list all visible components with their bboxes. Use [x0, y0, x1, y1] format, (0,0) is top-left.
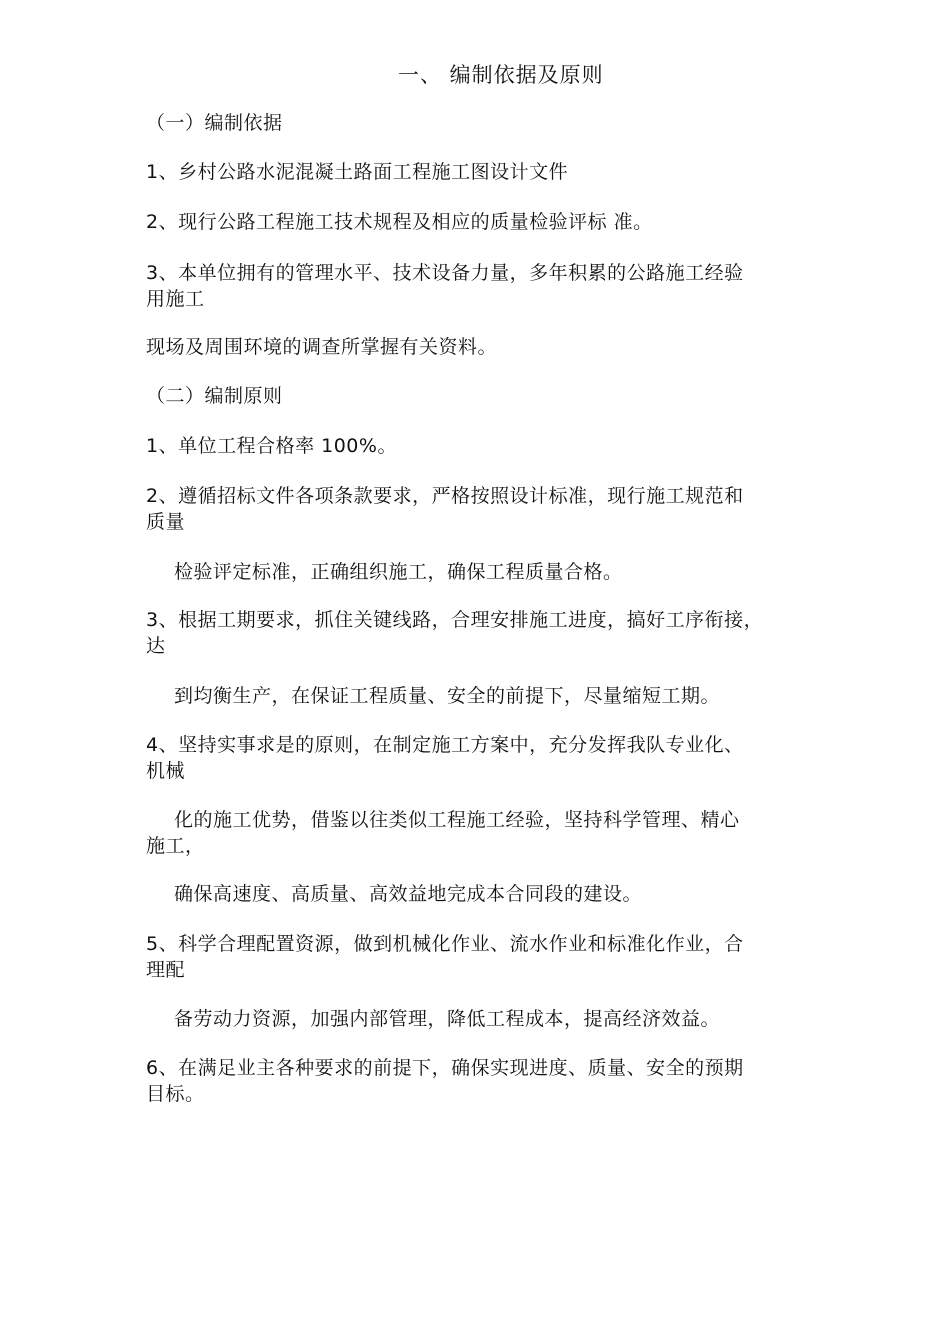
principle-item-5-wrap: 理配: [146, 959, 186, 981]
section-heading-basis: （一）编制依据: [146, 112, 283, 134]
principle-item-2: 2、遵循招标文件各项条款要求，严格按照设计标准，现行施工规范和: [146, 485, 744, 507]
principle-item-6-wrap: 目标。: [146, 1083, 205, 1105]
principle-item-2-wrap: 质量: [146, 511, 186, 533]
principle-item-5-continued: 备劳动力资源，加强内部管理，降低工程成本，提高经济效益。: [174, 1008, 721, 1030]
principle-item-4-continued-2: 确保高速度、高质量、高效益地完成本合同段的建设。: [174, 883, 643, 905]
principle-item-1: 1、单位工程合格率 100%。: [146, 435, 397, 457]
principle-item-2-continued: 检验评定标准，正确组织施工，确保工程质量合格。: [174, 561, 623, 583]
principle-item-3: 3、根据工期要求，抓住关键线路，合理安排施工进度，搞好工序衔接，: [146, 609, 764, 631]
principle-item-5: 5、科学合理配置资源，做到机械化作业、流水作业和标准化作业，合: [146, 933, 744, 955]
principle-item-4: 4、坚持实事求是的原则，在制定施工方案中，充分发挥我队专业化、: [146, 734, 744, 756]
principle-item-4-continued-wrap: 施工，: [146, 835, 205, 857]
principle-item-3-continued: 到均衡生产，在保证工程质量、安全的前提下，尽量缩短工期。: [174, 685, 721, 707]
principle-item-4-continued: 化的施工优势，借鉴以往类似工程施工经验，坚持科学管理、精心: [174, 809, 740, 831]
basis-item-3: 3、本单位拥有的管理水平、技术设备力量，多年积累的公路施工经验: [146, 262, 744, 284]
basis-item-3-wrap: 用施工: [146, 288, 205, 310]
basis-item-1: 1、乡村公路水泥混凝土路面工程施工图设计文件: [146, 161, 569, 183]
basis-item-3-continued: 现场及周围环境的调查所掌握有关资料。: [146, 336, 498, 358]
principle-item-3-wrap: 达: [146, 635, 166, 657]
basis-item-2: 2、现行公路工程施工技术规程及相应的质量检验评标 准。: [146, 211, 653, 233]
document-title: 一、 编制依据及原则: [398, 63, 604, 87]
principle-item-4-wrap: 机械: [146, 760, 186, 782]
section-heading-principles: （二）编制原则: [146, 385, 283, 407]
principle-item-6: 6、在满足业主各种要求的前提下，确保实现进度、质量、安全的预期: [146, 1057, 744, 1079]
